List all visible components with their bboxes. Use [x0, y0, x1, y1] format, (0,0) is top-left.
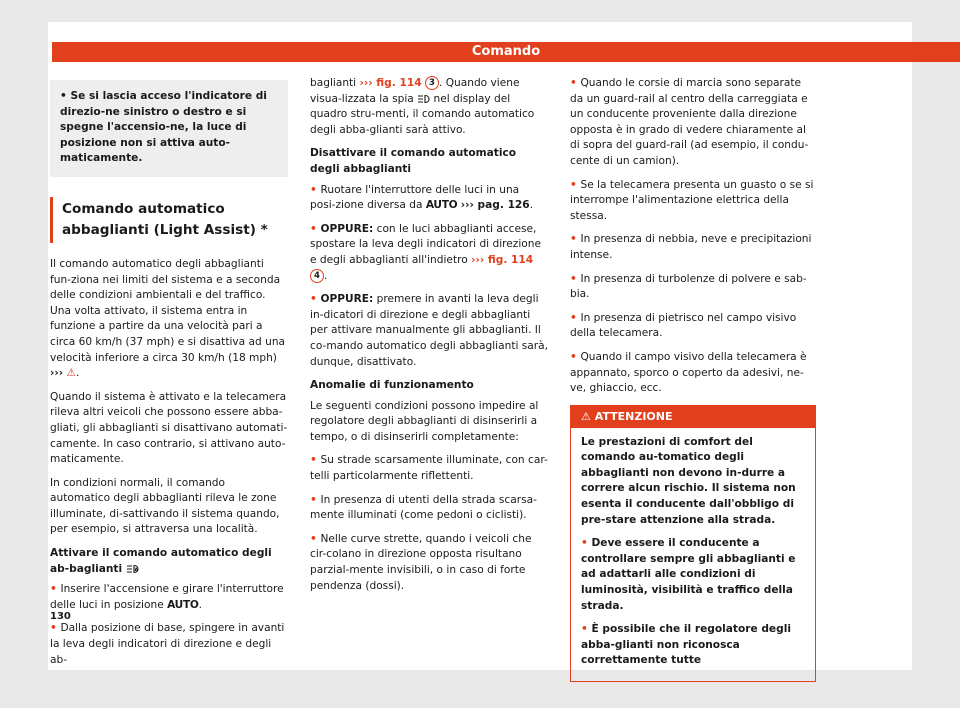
- light-assist-icon: [126, 564, 139, 574]
- warning-text: Le prestazioni di comfort del comando au-tomatico degli abbaglianti non devono in-durre a correre alcun rischio. Il sistema non esenta il conducente dall'obbligo di pre-stare attenzione alla strada.: [581, 435, 796, 526]
- paragraph: Quando il sistema è attivato e la telecamera rileva altri veicoli che possono essere abba-gliati, gli abbaglianti si disattivano automati-camente. In caso contrario, si attivano auto-maticamente.: [50, 390, 288, 466]
- list-item: • In presenza di pietrisco nel campo visivo della telecamera.: [570, 311, 816, 342]
- oppure-label: OPPURE:: [320, 293, 374, 306]
- subheading: Disattivare il comando automatico degli abbaglianti: [310, 147, 517, 175]
- list-item-text: con le luci abbaglianti accese, spostare la leva degli indicatori di direzione e degli abbaglianti all'indietro: [310, 222, 542, 266]
- subheading-text: Attivare il comando automatico degli ab-baglianti: [50, 547, 272, 575]
- light-assist-indicator-icon: [417, 94, 430, 104]
- warning-icon: ⚠: [581, 409, 591, 423]
- page-link[interactable]: ››› pag. 126: [460, 199, 530, 212]
- page-header: [52, 42, 960, 62]
- list-item: • In presenza di utenti della strada scarsa-mente illuminati (come pedoni o ciclisti).: [310, 493, 548, 524]
- column-1: [50, 76, 288, 676]
- list-item-text: Inserire l'accensione e girare l'interruttore delle luci in posizione: [50, 583, 284, 611]
- list-item-text: Ruotare l'interruttore delle luci in una posi-zione diversa da: [310, 183, 520, 212]
- list-item: • Ruotare l'interruttore delle luci in una posi-zione diversa da AUTO ››› pag. 126.: [310, 183, 548, 214]
- subheading: Anomalie di funzionamento: [310, 379, 474, 392]
- list-item: • Quando il campo visivo della telecamera è appannato, sporco o coperto da adesivi, ne-ve, ghiaccio, ecc.: [570, 350, 816, 397]
- warning-icon: ⚠: [66, 367, 76, 380]
- header-title: Comando: [471, 44, 541, 59]
- subheading: [50, 546, 288, 577]
- list-item-text: premere in avanti la leva degli in-dicatori di direzione e degli abbaglianti per attivare manualmente gli abbaglianti. Il co-mando automatico degli abbaglianti sarà, dunque, disattivato.: [310, 293, 549, 368]
- oppure-label: OPPURE:: [320, 222, 374, 235]
- figure-link[interactable]: ››› fig. 114: [359, 77, 422, 89]
- figure-link[interactable]: ››› fig. 114: [471, 253, 534, 266]
- paragraph-text: nel display del quadro stru-menti, il comando automatico degli abba-glianti sarà attivo.: [310, 92, 535, 136]
- list-item: • In presenza di nebbia, neve e precipitazioni intense.: [570, 232, 816, 263]
- list-item: • Nelle curve strette, quando i veicoli che cir-colano in direzione opposta risultano parzial-mente invisibili, o in caso di forte pendenza (dossi).: [310, 532, 548, 594]
- page-number: 130: [50, 611, 71, 622]
- paragraph-text: . Quando viene visua-lizzata la spia: [310, 77, 520, 105]
- section-title: Comando automatico abbaglianti (Light Assist) *: [50, 197, 288, 243]
- column-2: [310, 76, 548, 602]
- auto-label: AUTO: [167, 598, 199, 611]
- paragraph: Il comando automatico degli abbaglianti fun-ziona nei limiti del sistema e a seconda delle condizioni ambientali e del traffico. Una volta attivato, il sistema entra in funzione a partire da una velocità pari a circa 60 km/h (37 mph) e si disattiva ad una velocità inferiore a circa 30 km/h (18 mph) ››› ⚠.: [50, 257, 286, 380]
- warning-header: [571, 406, 815, 428]
- warning-item: • È possibile che il regolatore degli abba-glianti non riconosca correttamente tutte: [581, 622, 805, 669]
- ref-arrow[interactable]: ›››: [50, 367, 64, 380]
- note-text: • Se si lascia acceso l'indicatore di direzio-ne sinistro o destro e si spegne l'accensio-ne, la luce di posizione non si attiva auto-maticamente.: [60, 90, 267, 164]
- warning-item: • Deve essere il conducente a controllare sempre gli abbaglianti e ad adattarli alle condizioni di luminosità, visibilità e traffico della strada.: [581, 536, 805, 614]
- list-item: • Dalla posizione di base, spingere in avanti la leva degli indicatori di direzione e degli ab-: [50, 621, 288, 668]
- note-box: [50, 80, 288, 177]
- list-item: [310, 292, 548, 370]
- column-3: [570, 76, 816, 682]
- list-item: • In presenza di turbolenze di polvere e sab-bia.: [570, 272, 816, 303]
- warning-body: [571, 428, 815, 681]
- warning-box: [570, 405, 816, 682]
- paragraph-text: Il comando automatico degli abbaglianti fun-ziona nei limiti del sistema e a seconda delle condizioni ambientali e del traffico. Una volta attivato, il sistema entra in funzione a partire da una velocità pari a circa 60 km/h (37 mph) e si disattiva ad una velocità inferiore a circa 30 km/h (18 mph): [50, 257, 286, 364]
- list-item: • Quando le corsie di marcia sono separate da un guard-rail al centro della carreggiata e un conducente proveniente dalla direzione opposta è in grado di vedere chiaramente al di sopra del guard-rail (ad esempio, il condu-cente di un camion).: [570, 76, 816, 170]
- warning-title: ATTENZIONE: [594, 409, 673, 423]
- callout-number: 3: [425, 76, 439, 90]
- auto-label: AUTO: [425, 199, 458, 212]
- list-item: • Su strade scarsamente illuminate, con car-telli particolarmente riflettenti.: [310, 453, 548, 484]
- paragraph: In condizioni normali, il comando automatico degli abbaglianti rileva le zone illuminate, di-sattivando il sistema quando, per esempio, si attraversa una località.: [50, 476, 280, 536]
- paragraph: Le seguenti condizioni possono impedire al regolatore degli abbaglianti di disinserirli a tempo, o di disinserirli completamente:: [310, 399, 539, 443]
- list-item: • OPPURE: con le luci abbaglianti accese, spostare la leva degli indicatori di direzione e degli abbaglianti all'indietro ››› fig. 114 4 .: [310, 222, 548, 284]
- list-item: • Inserire l'accensione e girare l'interruttore delle luci in posizione AUTO.: [50, 582, 288, 613]
- paragraph: [310, 76, 548, 138]
- svg-text:A: A: [134, 567, 138, 573]
- list-item: • Se la telecamera presenta un guasto o se si interrompe l'alimentazione elettrica della stessa.: [570, 178, 816, 225]
- paragraph-text: baglianti: [310, 77, 357, 89]
- callout-number: 4: [310, 269, 324, 283]
